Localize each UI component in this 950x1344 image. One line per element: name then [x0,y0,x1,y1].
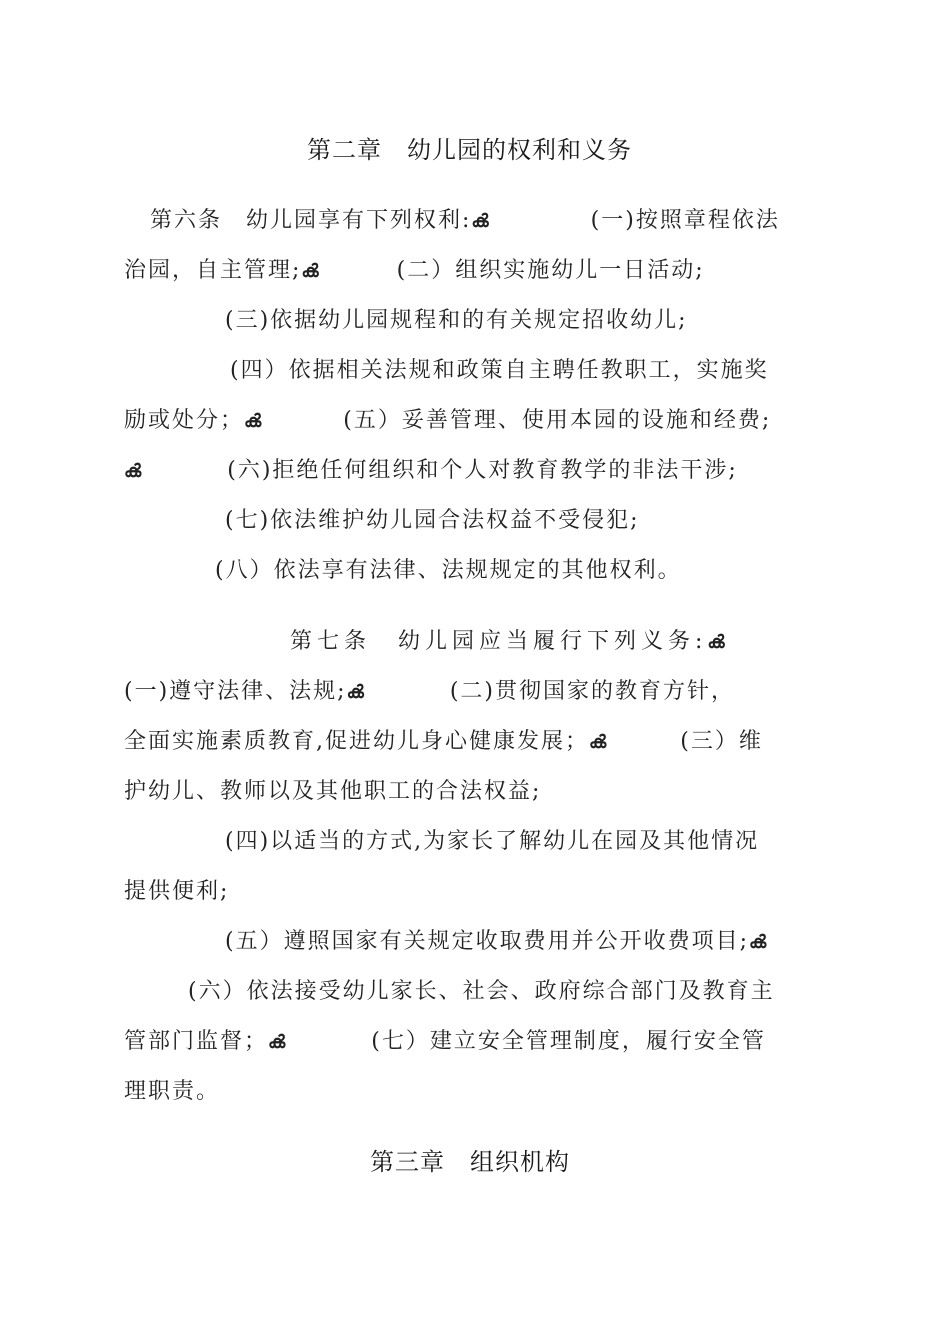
article-6-line-2 [124,256,705,287]
article-7-item-3b: 护幼儿、教师以及其他职工的合法权益; [124,779,542,804]
article-7-item-7a: (七）建立安全管理制度，履行安全管 [371,1029,766,1054]
article-6-item-2: (二）组织实施幼儿一日活动; [396,258,705,283]
article-6-item-5: (五）妥善管理、使用本园的设施和经费; [343,408,772,433]
article-7-item-6b: 管部门监督； [124,1029,269,1054]
chapter-2-title: 第二章 幼儿园的权利和义务 [307,136,632,164]
article-7-line-9 [124,1027,766,1058]
paragraph-mark-icon: ൿ [124,461,144,482]
article-7-item-1: (一)遵守法律、法规; [124,679,347,704]
article-6-item-3: (三)依据幼儿园规程和的有关规定招收幼儿; [225,308,688,333]
article-6-line-1 [150,206,780,237]
article-6-line-4 [230,356,769,386]
article-6-item-7: (七)依法维护幼儿园合法权益不受侵犯; [225,508,640,533]
article-6-item-8: (八）依法享有法律、法规规定的其他权利。 [215,558,682,583]
article-7-item-2b: 全面实施素质教育,促进幼儿身心健康发展； [124,729,589,754]
article-6-lead: 第六条 幼儿园享有下列权利: [150,208,472,233]
article-7-line-8 [188,977,775,1007]
article-7-item-3a: (三）维 [680,729,763,754]
article-7-item-6a: (六）依法接受幼儿家长、社会、政府综合部门及教育主 [188,979,775,1004]
article-7-item-4a: (四)以适当的方式,为家长了解幼儿在园及其他情况 [225,829,760,854]
chapter-2-heading [307,134,632,166]
article-7-line-1 [290,627,730,658]
article-7-line-2 [124,677,735,708]
article-6-line-5 [124,406,771,437]
paragraph-mark-icon: ൿ [707,632,730,653]
article-7-line-7 [225,927,768,958]
paragraph-mark-icon: ൿ [244,411,264,432]
article-6-line-8 [215,556,682,586]
article-7-item-5: (五）遵照国家有关规定收取费用并公开收费项目; [225,929,749,954]
paragraph-mark-icon: ൿ [346,682,366,703]
article-6-line-3 [225,306,688,336]
article-6-item-1a: (一)按照章程依法 [590,208,780,233]
chapter-3-heading [370,1146,570,1178]
article-7-item-2a: (二)贯彻国家的教育方针， [449,679,735,704]
article-6-line-6 [124,456,738,487]
chapter-3-title: 第三章 组织机构 [370,1148,570,1176]
article-6-line-7 [225,506,640,536]
article-6-item-6: (六)拒绝任何组织和个人对教育教学的非法干涉; [227,458,738,483]
paragraph-mark-icon: ൿ [749,932,769,953]
article-7-line-10 [124,1077,220,1107]
article-7-line-3 [124,727,763,758]
article-6-item-4b: 励或处分； [124,408,245,433]
article-7-line-5 [225,827,759,857]
article-6-item-1b: 治园，自主管理; [124,258,302,283]
article-7-item-7b: 理职责。 [124,1079,221,1104]
article-7-lead: 第七条 幼儿园应当履行下列义务: [290,629,708,654]
article-7-line-6 [124,877,229,907]
paragraph-mark-icon: ൿ [589,732,609,753]
paragraph-mark-icon: ൿ [268,1032,288,1053]
paragraph-mark-icon: ൿ [301,261,321,282]
article-7-line-4 [124,777,541,807]
article-6-item-4a: (四）依据相关法规和政策自主聘任教职工，实施奖 [230,358,769,383]
article-7-item-4b: 提供便利; [124,879,230,904]
paragraph-mark-icon: ൿ [471,211,491,232]
